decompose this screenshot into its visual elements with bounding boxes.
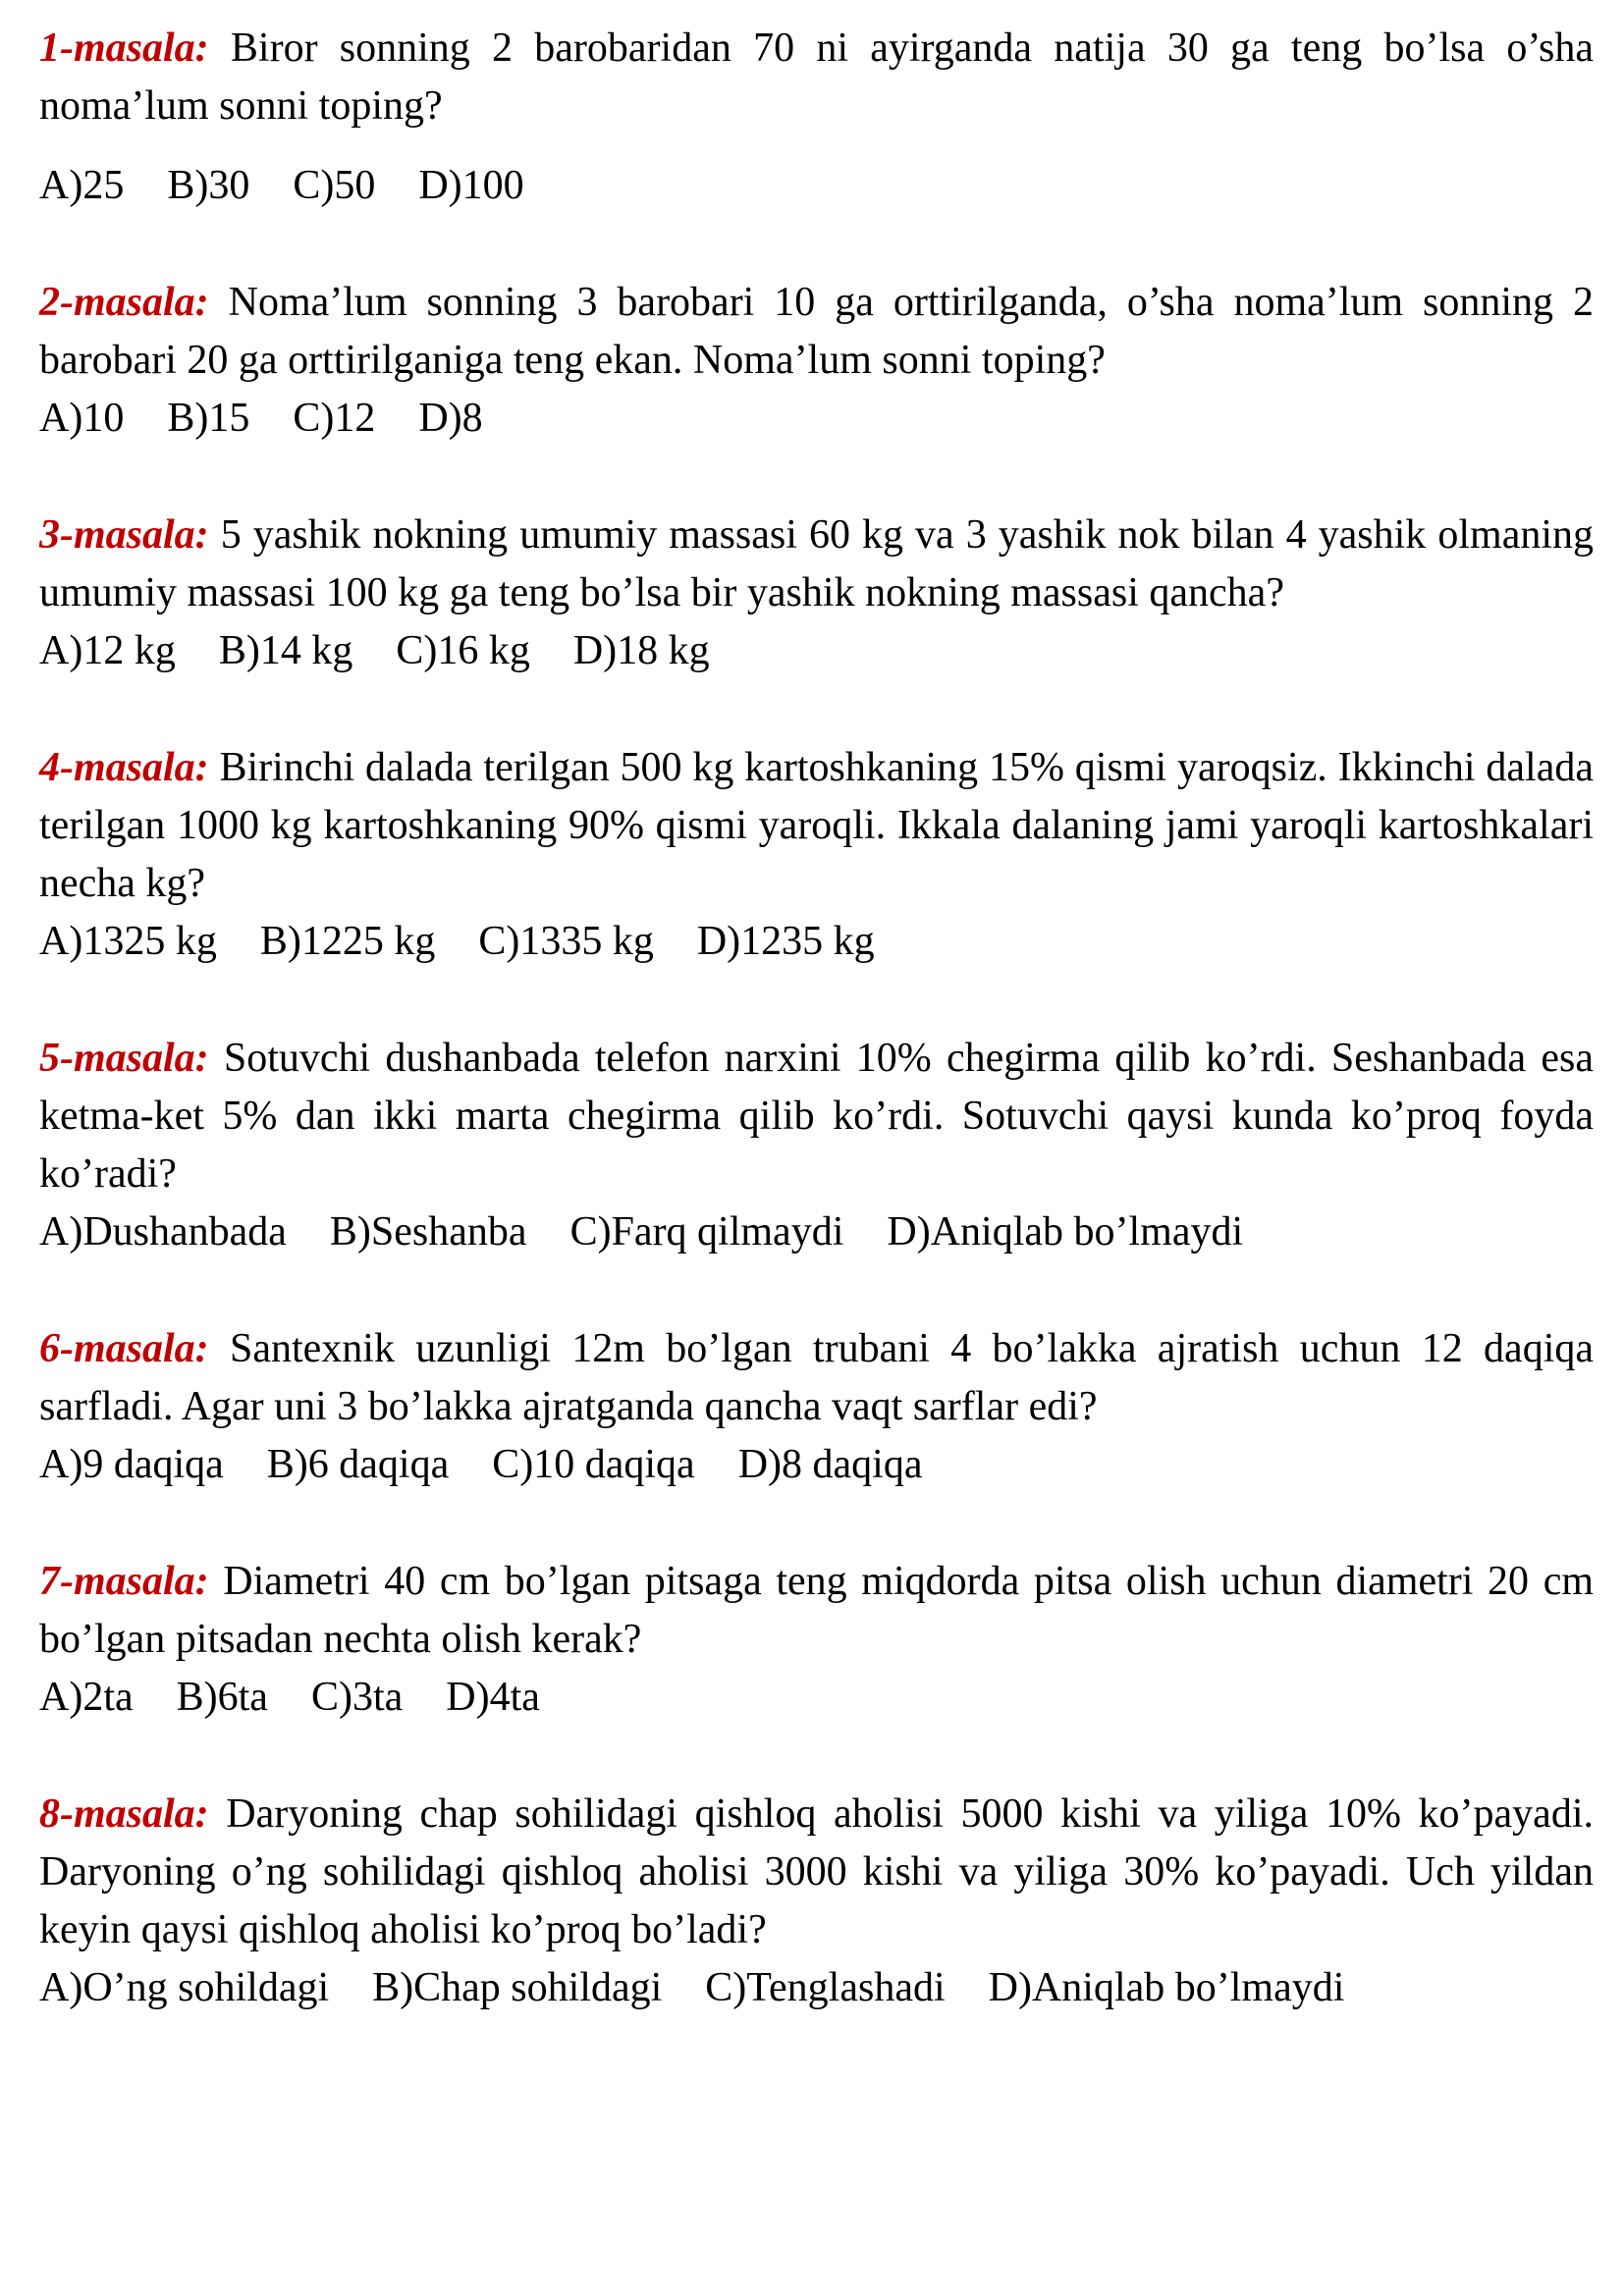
answer-options xyxy=(39,390,1594,448)
option-d: D)Aniqlab bo’lmaydi xyxy=(988,1965,1345,2010)
option-a: A)O’ng sohildagi xyxy=(39,1965,330,2010)
option-a: A)10 xyxy=(39,396,125,441)
answer-options xyxy=(39,622,1594,680)
option-c: C)3ta xyxy=(310,1675,404,1720)
problem-text: 5 yashik nokning umumiy massasi 60 kg va 3 yashik nok bilan 4 yashik olmaning umumiy massasi 100 kg ga teng bo’lsa bir yashik nokning massasi qancha? xyxy=(39,512,1594,615)
problem-text: Birinchi dalada terilgan 500 kg kartoshkaning 15% qismi yaroqsiz. Ikkinchi dalada terilgan 1000 kg kartoshkaning 90% qismi yaroqli. Ikkala dalaning jami yaroqli kartoshkalari necha kg? xyxy=(39,745,1595,906)
problem-statement xyxy=(39,1553,1594,1669)
option-a: A)Dushanbada xyxy=(39,1209,287,1255)
problem-4 xyxy=(39,739,1594,971)
option-b: B)15 xyxy=(167,396,250,441)
problem-statement xyxy=(39,507,1594,622)
problem-statement xyxy=(39,1030,1594,1203)
problem-2 xyxy=(39,274,1594,448)
option-d: D)Aniqlab bo’lmaydi xyxy=(887,1209,1244,1255)
option-c: C)Farq qilmaydi xyxy=(569,1209,844,1255)
option-a: A)9 daqiqa xyxy=(39,1442,224,1487)
problem-statement xyxy=(39,1320,1594,1436)
option-d: D)1235 kg xyxy=(696,919,875,964)
option-c: C)12 xyxy=(293,396,376,441)
problem-text: Noma’lum sonning 3 barobari 10 ga orttirilganda, o’sha noma’lum sonning 2 barobari 20 ga orttirilganiga teng ekan. Noma’lum sonni toping? xyxy=(39,280,1595,383)
problem-label: 3-masala: xyxy=(39,512,209,558)
option-d: D)8 daqiqa xyxy=(737,1442,923,1487)
problem-8 xyxy=(39,1786,1594,2017)
problem-text: Biror sonning 2 barobaridan 70 ni ayirganda natija 30 ga teng bo’lsa o’sha noma’lum sonni toping? xyxy=(39,26,1595,129)
option-b: B)1225 kg xyxy=(259,919,436,964)
answer-options xyxy=(39,913,1594,971)
option-d: D)100 xyxy=(418,163,524,208)
problem-label: 6-masala: xyxy=(39,1326,209,1371)
option-c: C)16 kg xyxy=(396,628,530,673)
option-c: C)1335 kg xyxy=(478,919,654,964)
option-a: A)12 kg xyxy=(39,628,176,673)
problem-3 xyxy=(39,507,1594,680)
problem-label: 7-masala: xyxy=(39,1559,209,1604)
problem-statement xyxy=(39,739,1594,913)
option-c: C)50 xyxy=(293,163,376,208)
option-b: B)6ta xyxy=(176,1675,268,1720)
problem-7 xyxy=(39,1553,1594,1727)
problem-text: Santexnik uzunligi 12m bo’lgan trubani 4 bo’lakka ajratish uchun 12 daqiqa sarfladi. Agar uni 3 bo’lakka ajratganda qancha vaqt sarflar edi? xyxy=(39,1326,1595,1429)
option-b: B)14 kg xyxy=(218,628,353,673)
answer-options xyxy=(39,1203,1594,1261)
problem-6 xyxy=(39,1320,1594,1494)
problem-1 xyxy=(39,20,1594,215)
problem-label: 2-masala: xyxy=(39,280,209,325)
problem-statement xyxy=(39,274,1594,390)
worksheet-page xyxy=(39,20,1594,2017)
option-c: C)10 daqiqa xyxy=(492,1442,695,1487)
option-b: B)30 xyxy=(167,163,250,208)
option-b: B)Chap sohildagi xyxy=(372,1965,663,2010)
option-d: D)18 kg xyxy=(572,628,710,673)
option-c: C)Tenglashadi xyxy=(705,1965,946,2010)
option-a: A)2ta xyxy=(39,1675,134,1720)
problem-label: 8-masala: xyxy=(39,1791,209,1837)
answer-options xyxy=(39,1959,1594,2017)
option-a: A)1325 kg xyxy=(39,919,217,964)
option-a: A)25 xyxy=(39,163,125,208)
problem-label: 4-masala: xyxy=(39,745,209,790)
answer-options xyxy=(39,157,1594,215)
answer-options xyxy=(39,1669,1594,1727)
option-b: B)Seshanba xyxy=(329,1209,527,1255)
option-d: D)8 xyxy=(418,396,483,441)
problem-statement xyxy=(39,1786,1594,1959)
problem-statement xyxy=(39,20,1594,135)
problem-label: 1-masala: xyxy=(39,26,209,71)
problem-5 xyxy=(39,1030,1594,1261)
problem-label: 5-masala: xyxy=(39,1036,209,1081)
problem-text: Daryoning chap sohilidagi qishloq aholisi 5000 kishi va yiliga 10% ko’payadi. Daryoning o’ng sohilidagi qishloq aholisi 3000 kishi va yiliga 30% ko’payadi. Uch yildan keyin qaysi qishloq aholisi ko’proq bo’ladi? xyxy=(39,1791,1594,1952)
problem-text: Sotuvchi dushanbada telefon narxini 10% chegirma qilib ko’rdi. Seshanbada esa ketma-ket 5% dan ikki marta chegirma qilib ko’rdi. Sotuvchi qaysi kunda ko’proq foyda ko’radi? xyxy=(39,1036,1594,1197)
option-b: B)6 daqiqa xyxy=(266,1442,450,1487)
problem-text: Diametri 40 cm bo’lgan pitsaga teng miqdorda pitsa olish uchun diametri 20 cm bo’lgan pitsadan nechta olish kerak? xyxy=(39,1559,1595,1662)
answer-options xyxy=(39,1436,1594,1494)
option-d: D)4ta xyxy=(446,1675,540,1720)
